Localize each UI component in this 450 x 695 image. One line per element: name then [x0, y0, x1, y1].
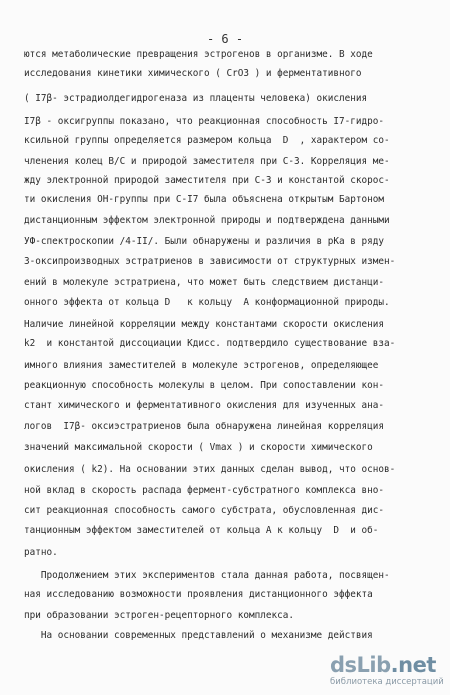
- text-line: I7β - оксигруппы показано, что реакционная способность I7-гидро-: [24, 116, 385, 127]
- text-line: исследования кинетики химического ( CrO3 ) и ферментативного: [24, 68, 362, 79]
- text-line: при образовании эстроген-рецепторного комплекса.: [24, 610, 295, 621]
- text-line: ти окисления ОН-группы при С-I7 была объяснена открытым Бартоном: [24, 194, 385, 205]
- text-line: онного эффекта от кольца D к кольцу А конформационной природы.: [24, 297, 390, 308]
- text-line: ратно.: [24, 547, 58, 558]
- text-line: Продолжением этих экспериментов стала данная работа, посвящен-: [24, 570, 390, 581]
- page-number: - 6 -: [206, 32, 244, 46]
- text-line: ксильной группы определяется размером кольца D , характером со-: [24, 135, 390, 146]
- watermark-logo: [330, 653, 442, 689]
- text-line: дистанционным эффектом электронной природы и подтверждена данными: [24, 215, 390, 226]
- text-line: ная исследованию возможности проявления дистанционного эффекта: [24, 589, 373, 600]
- watermark-wordmark: [330, 653, 436, 677]
- text-line: k2 и константой диссоциации Kдисс. подтвердило существование вза-: [24, 338, 396, 349]
- text-line: На основании современных представлений о механизме действия: [24, 630, 373, 641]
- text-line: логов I7β- оксиэстратриенов была обнаружена линейная корреляция: [24, 421, 385, 432]
- text-line: ются метаболические превращения эстрогенов в организме. В ходе: [24, 49, 373, 60]
- text-line: сит реакционная способность самого субстрата, обусловленная дис-: [24, 505, 385, 516]
- text-line: членения колец В/С и природой заместителя при С-3. Корреляция ме-: [24, 156, 390, 167]
- text-line: ений в молекуле эстратриена, что может быть следствием дистанци-: [24, 277, 385, 288]
- text-line: значений максимальной скорости ( Vmax ) и скорости химического: [24, 442, 373, 453]
- text-line: реакционную способность молекулы в целом. При сопоставлении кон-: [24, 380, 385, 391]
- watermark-logo-suffix: .net: [390, 653, 436, 677]
- text-line: танционным эффектом заместителей от кольца А к кольцу D и об-: [24, 525, 379, 536]
- text-line: 3-оксипроизводных эстратриенов в зависимости от структурных измен-: [24, 256, 396, 267]
- text-line: ( I7β- эстрадиолдегидрогеназа из плаценты человека) окисления: [24, 93, 368, 104]
- text-line: стант химического и ферментативного окисления для изученных ана-: [24, 400, 385, 411]
- text-line: имного влияния заместителей в молекуле эстрогенов, определяющее: [24, 360, 379, 371]
- text-line: УФ-спектроскопии /4-II/. Были обнаружены и различия в pKa в ряду: [24, 236, 385, 247]
- watermark-subtitle: библиотека диссертаций: [330, 677, 444, 687]
- text-line: жду электронной природой заместителя при С-3 и константой скорос-: [24, 175, 390, 186]
- text-line: окисления ( k2). На основании этих данных сделан вывод, что основ-: [24, 464, 396, 475]
- text-line: ной вклад в скорость распада фермент-субстратного комплекса вно-: [24, 485, 385, 496]
- text-line: Наличие линейной корреляции между константами скорости окисления: [24, 319, 385, 330]
- watermark-logo-main: dsLib: [330, 653, 391, 677]
